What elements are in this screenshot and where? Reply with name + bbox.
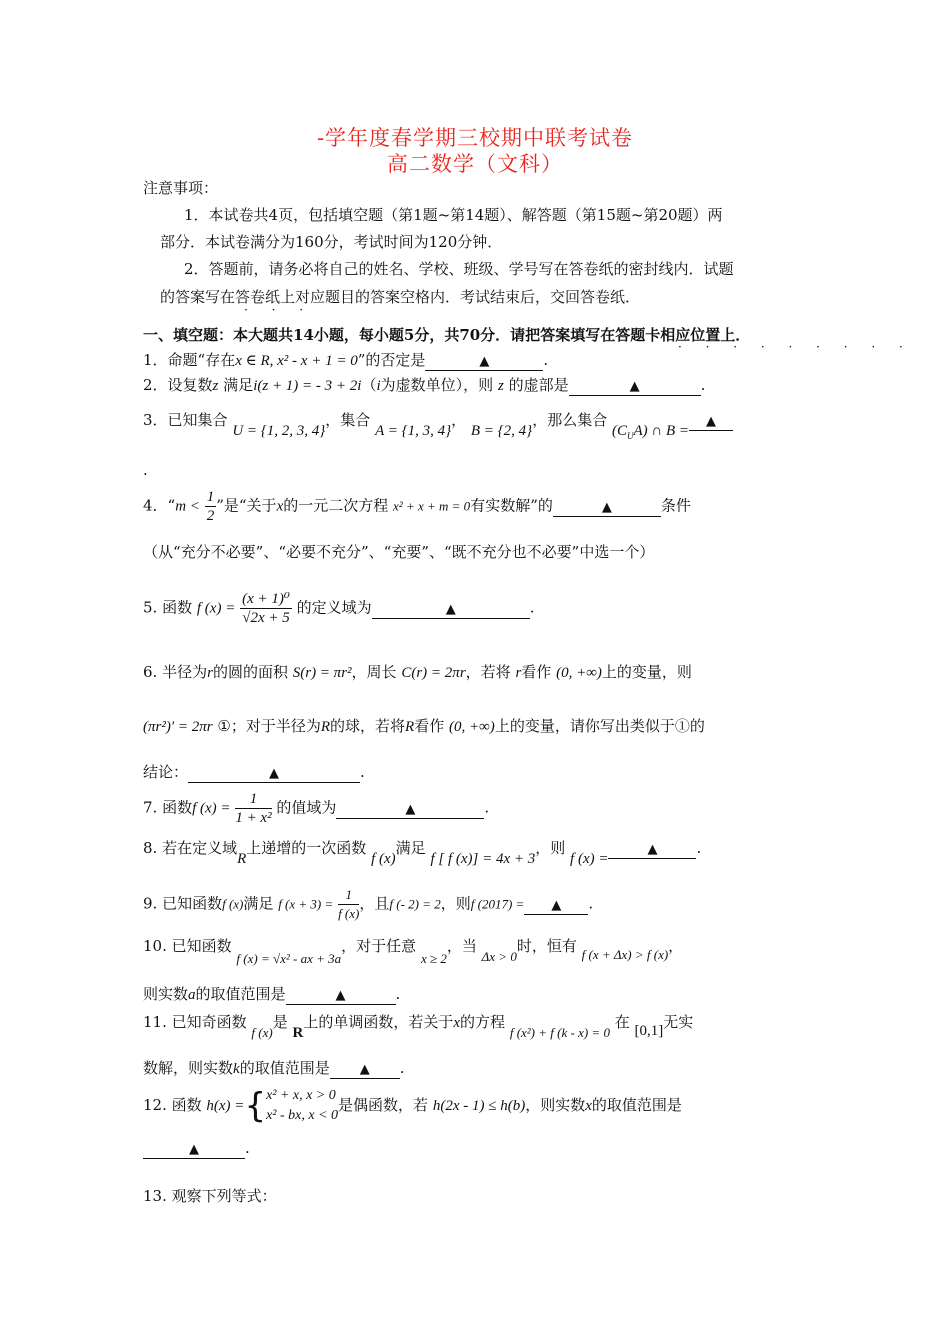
answer-blank — [553, 500, 661, 517]
question-6-line3 — [143, 762, 365, 783]
notice-item1-line2: 部分．本试卷满分为160分，考试时间为120分钟． — [160, 233, 503, 251]
q10-math: x ≥ 2 — [420, 951, 447, 966]
q11-math: f (x) — [251, 1025, 273, 1040]
q5-den: √2x + 5 — [242, 610, 290, 626]
q9-math: f (x + 3) = — [278, 896, 334, 912]
q7-text: 的值域为 — [276, 798, 337, 817]
marker: ▲ — [706, 414, 717, 429]
q6-var: r — [515, 665, 522, 681]
q10-text: 的取值范围是 — [195, 985, 286, 1003]
q11-math: [0,1] — [634, 1023, 664, 1039]
q12-cases — [266, 1086, 338, 1126]
period: . — [588, 894, 594, 913]
marker: ▲ — [359, 1062, 370, 1077]
answer-blank — [425, 354, 543, 371]
q7-den: 1 + x² — [235, 810, 272, 826]
q2-text: 2．设复数 — [143, 376, 213, 394]
question-9 — [143, 886, 593, 926]
question-12-line2 — [143, 1138, 250, 1159]
q2-text: 为虚数单位），则 — [380, 376, 494, 394]
q4-text: 条件 — [660, 496, 691, 515]
question-2 — [143, 375, 705, 396]
q5-fraction — [240, 590, 292, 627]
q8-math: f (x) = — [570, 851, 609, 867]
marker: ▲ — [647, 842, 658, 857]
marker: ▲ — [629, 379, 640, 394]
marker: ▲ — [445, 601, 456, 617]
q9-math: f (x) — [222, 896, 244, 912]
q11-text: 数解，则实数 — [143, 1059, 234, 1077]
q2-math: i(z + 1) = - 3 + 2i — [253, 378, 362, 394]
question-6-line2 — [143, 716, 705, 737]
q10-text: ，当 — [446, 937, 477, 955]
q8-text: ，则 — [535, 839, 566, 857]
q7-num: 1 — [235, 790, 271, 809]
q12-text: 是偶函数，若 — [338, 1096, 429, 1114]
question-8 — [143, 838, 702, 867]
q10-text: 10. 已知函数 — [143, 937, 232, 955]
marker: ▲ — [405, 801, 416, 817]
q2-var: z — [212, 378, 219, 394]
answer-blank — [143, 1142, 245, 1159]
question-1 — [143, 350, 548, 371]
q6-math: (πr²)′ = 2πr — [143, 719, 213, 735]
q11-text: 的方程 — [460, 1013, 506, 1031]
q5-math: f (x) = — [196, 600, 236, 617]
q4-fraction — [205, 488, 217, 525]
q4-math: x² + x + m = 0 — [393, 498, 471, 514]
q4-text: 有实数解”的 — [470, 496, 553, 515]
answer-blank — [286, 988, 396, 1005]
period: . — [543, 351, 549, 369]
q7-fraction — [235, 790, 271, 827]
q10-var: a — [188, 987, 196, 1003]
q3-math: B = {2, 4} — [470, 423, 533, 439]
q2-text: 的虚部是 — [508, 376, 569, 394]
q1-math: x ∈ R, x² - x + 1 = 0 — [235, 353, 358, 369]
period: . — [360, 763, 365, 781]
q3-text: ， — [451, 411, 467, 429]
q3-text: ，集合 — [325, 411, 371, 429]
notice-item2-line2: 的答案写在答卷纸上对应题目的答案空格内．考试结束后，交回答卷纸． — [160, 288, 641, 306]
q6-var: R — [405, 719, 415, 735]
q3-expr — [612, 423, 689, 439]
question-11-line1 — [143, 1012, 694, 1041]
q9-math: f (2017) = — [470, 896, 525, 912]
q4-hint: （从“充分不必要”、“必要不充分”、“充要”、“既不充分也不必要”中选一个） — [143, 543, 655, 561]
answer-blank — [608, 842, 696, 859]
q8-text: 满足 — [395, 839, 426, 857]
q3-expr-a: (C — [611, 423, 627, 439]
q11-text: 无实 — [663, 1013, 694, 1031]
q6-text: 的圆的面积 — [212, 663, 288, 681]
q6-text: 上的变量，请你写出类似于①的 — [494, 717, 705, 735]
q9-num: 1 — [338, 886, 359, 905]
q4-text: 的一元二次方程 — [283, 496, 389, 515]
q2-var: i — [376, 378, 381, 394]
period: . — [700, 376, 706, 394]
q6-text: 的球，若将 — [330, 717, 406, 735]
q1-text: 1．命题“存在 — [143, 351, 236, 369]
question-13: 13. 观察下列等式： — [143, 1187, 277, 1205]
q12-math: h(2x - 1) ≤ h(b) — [432, 1098, 526, 1114]
q3-text: 3．已知集合 — [143, 411, 228, 429]
q10-math: f (x) = √x² - ax + 3a — [236, 951, 342, 966]
q12-var: x — [585, 1098, 592, 1114]
q6-var: R — [320, 719, 331, 735]
q4-var: x — [276, 498, 284, 515]
q7-math: f (x) = — [192, 800, 231, 817]
question-12 — [143, 1086, 682, 1136]
marker: ▲ — [601, 499, 612, 515]
q6-var: r — [207, 665, 213, 681]
question-5 — [143, 590, 534, 640]
q12-text: 12. 函数 — [143, 1096, 202, 1114]
q11-text: 的取值范围是 — [239, 1059, 330, 1077]
q12-text: 的取值范围是 — [591, 1096, 682, 1114]
q4-text: ”是“关于 — [216, 496, 277, 515]
q2-var: z — [497, 378, 504, 394]
q12-math: h(x) = — [206, 1098, 245, 1114]
q4-num: 1 — [206, 489, 215, 505]
q5-text: 5. 函数 — [143, 598, 193, 617]
answer-blank — [330, 1062, 400, 1079]
q6-text: 看作 — [521, 663, 552, 681]
marker: ▲ — [551, 897, 562, 913]
q11-var: k — [233, 1061, 240, 1077]
q4-den: 2 — [206, 508, 215, 524]
q11-text: 是 — [272, 1013, 288, 1031]
exam-title: -学年度春学期三校期中联考试卷 — [316, 126, 634, 150]
answer-blank — [336, 802, 484, 819]
question-4 — [143, 488, 691, 528]
period: . — [696, 839, 702, 857]
q2-text: 满足 — [223, 376, 254, 394]
q8-math: f [ f (x)] = 4x + 3 — [430, 851, 536, 867]
q9-text: 满足 — [243, 894, 274, 913]
question-10-line2 — [143, 984, 400, 1005]
q6-math: S(r) = πr² — [292, 665, 352, 681]
q9-den: f (x) — [338, 906, 360, 921]
q10-text: ， — [668, 937, 684, 955]
period: . — [529, 598, 535, 617]
q11-text: 在 — [614, 1013, 630, 1031]
q9-fraction — [338, 886, 359, 923]
marker: ▲ — [335, 988, 346, 1003]
answer-blank — [569, 379, 701, 396]
q4-text: 4．“ — [143, 496, 176, 515]
q10-text: ，对于任意 — [341, 937, 417, 955]
q9-math: f (- 2) = 2 — [389, 896, 441, 912]
question-10-line1 — [143, 936, 684, 966]
q3-sub: U — [626, 431, 634, 441]
notice-item1-line1: 1．本试卷共4页，包括填空题（第1题~第14题）、解答题（第15题~第20题）两 — [184, 206, 723, 224]
answer-blank — [372, 602, 530, 619]
q9-text: ，则 — [440, 894, 471, 913]
section-heading: 一、填空题：本大题共14小题，每小题5分，共70分．请把答案填写在答题卡相应位置上． — [143, 326, 751, 344]
q5-text: 的定义域为 — [296, 598, 372, 617]
answer-blank — [689, 414, 733, 431]
question-6-line1 — [143, 662, 692, 683]
q8-text: 上递增的一次函数 — [246, 839, 367, 857]
q6-text: ，周长 — [351, 663, 397, 681]
q8-math: f (x) — [371, 851, 396, 867]
q3-math: U = {1, 2, 3, 4} — [232, 423, 326, 439]
q6-text: ①；对于半径为 — [217, 717, 321, 735]
emphasis-dots: · · · · · · · · · — [678, 340, 913, 354]
q2-text: （ — [361, 376, 377, 394]
period: . — [395, 985, 401, 1003]
notice-heading: 注意事项： — [143, 179, 219, 197]
q10-math: Δx > 0 — [481, 949, 517, 964]
q1-text2: ”的否定是 — [357, 351, 426, 369]
marker: ▲ — [269, 766, 280, 781]
brace-icon: { — [244, 1086, 267, 1126]
q3-math: A = {1, 3, 4} — [375, 423, 452, 439]
period: . — [484, 798, 490, 817]
q7-text: 7. 函数 — [143, 798, 193, 817]
q11-R: R — [292, 1025, 304, 1041]
emphasis-dots: · · · — [244, 303, 314, 317]
marker: ▲ — [189, 1142, 199, 1157]
q8-text: 8. 若在定义域 — [143, 839, 238, 857]
q5-num: (x + 1)⁰ — [242, 591, 290, 607]
period: . — [399, 1059, 405, 1077]
q12-text: ，则实数 — [525, 1096, 586, 1114]
q6-text: 上的变量，则 — [601, 663, 692, 681]
period: . — [245, 1139, 250, 1157]
q6-text: 看作 — [414, 717, 445, 735]
q6-text: 6. 半径为 — [143, 663, 208, 681]
q3-expr-b: A) ∩ B = — [633, 423, 690, 439]
q3-period: . — [143, 461, 148, 479]
q3-text: ，那么集合 — [532, 411, 608, 429]
marker: ▲ — [479, 354, 490, 369]
question-7 — [143, 790, 489, 830]
question-3 — [143, 410, 733, 441]
q6-math: C(r) = 2πr — [401, 665, 466, 681]
q9-text: ，且 — [359, 894, 390, 913]
q10-text: 则实数 — [143, 985, 189, 1003]
q8-var: R — [237, 851, 247, 867]
q6-text: ，若将 — [465, 663, 511, 681]
answer-blank — [188, 766, 360, 783]
q11-text: 11. 已知奇函数 — [143, 1013, 247, 1031]
answer-blank — [524, 898, 588, 915]
q11-var: x — [453, 1015, 461, 1031]
q4-math: m < — [175, 498, 200, 515]
exam-subtitle: 高二数学（文科） — [387, 152, 563, 176]
q12-case2: x² - bx, x < 0 — [266, 1108, 339, 1123]
notice-item2-line1: 2．答题前，请务必将自己的姓名、学校、班级、学号写在答卷纸的密封线内．试题 — [184, 260, 734, 278]
q11-text: 上的单调函数，若关于 — [303, 1013, 454, 1031]
q6-math: (0, +∞) — [449, 719, 495, 735]
q9-text: 9. 已知函数 — [143, 894, 223, 913]
question-11-line2 — [143, 1058, 404, 1079]
q10-text: 时，恒有 — [516, 937, 577, 955]
q12-case1: x² + x, x > 0 — [266, 1088, 336, 1103]
q10-math: f (x + Δx) > f (x) — [581, 947, 669, 962]
q6-text: 结论： — [143, 763, 189, 781]
q6-math: (0, +∞) — [556, 665, 602, 681]
q11-math: f (x²) + f (k - x) = 0 — [509, 1025, 610, 1040]
